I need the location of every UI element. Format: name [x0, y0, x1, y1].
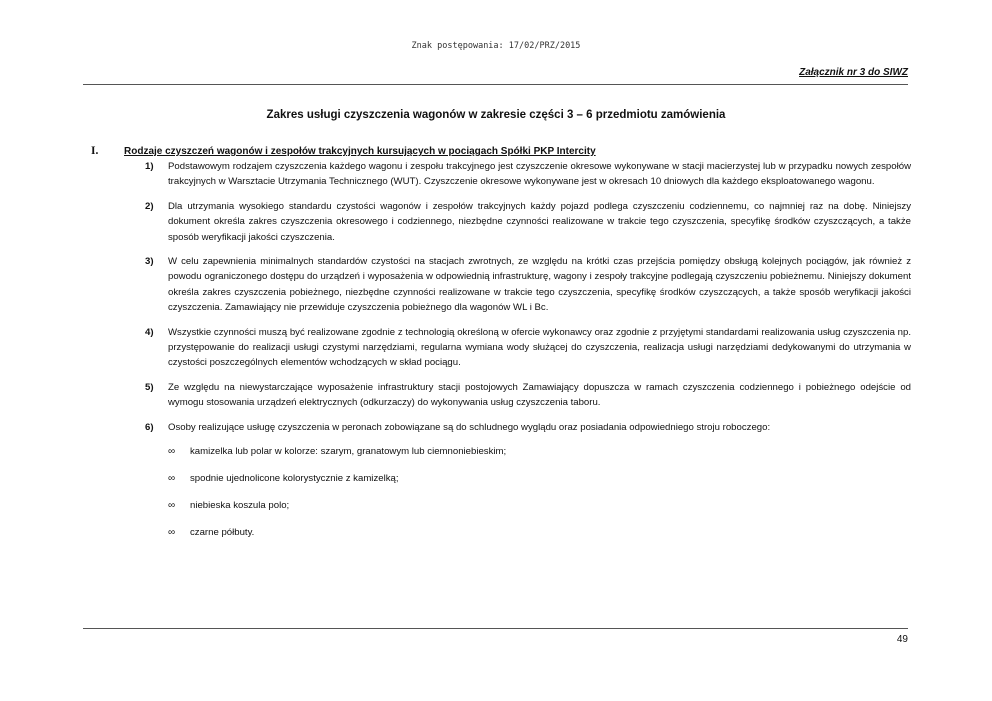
list-item	[145, 420, 911, 435]
list-item-text: Wszystkie czynności muszą być realizowane zgodnie z technologią określoną w ofercie wykonawcy oraz zgodnie z przyjętymi standardami realizowania usług czyszczenia np. przystępowanie do realizacji usługi czystymi narzędziami, regularna wymiana wody służącej do czyszczenia, realizacja usługi narzędziami dedykowanymi do utrzymania w czystości poszczególnych elementów wchodzących w skład pociągu.	[168, 326, 911, 369]
list-item-text: Dla utrzymania wysokiego standardu czystości wagonów i zespołów trakcyjnych każdy pojazd podlega czyszczeniu codziennemu, co najmniej raz na dobę. Niniejszy dokument określa zakres czyszczenia okresowego i codziennego, niezbędne czynności realizowane w trakcie tego czyszczenia, specyfikę środków czyszczących, a także sposób weryfikacji jakości czyszczenia.	[168, 200, 911, 243]
section-heading	[91, 144, 911, 159]
list-item-text: W celu zapewnienia minimalnych standardów czystości na stacjach zwrotnych, ze względu na krótki czas przejścia pomiędzy obsługą kolejnych pociągów, jak również z powodu ograniczonego dostępu do urządzeń i wyposażenia w odpowiednią infrastrukturę, wagony i zespoły trakcyjne podlegają czyszczeniu pobieżnemu. Niniejszy dokument określa zakres czyszczenia pobieżnego, niezbędne czynności realizowane w trakcie tego czyszczenia, specyfikę środków czyszczących, a także sposób weryfikacji jakości czyszczenia. Zamawiający nie przewiduje czyszczenia pobieżnego dla wagonów WL i Bc.	[168, 256, 911, 314]
procedure-reference: Znak postępowania: 17/02/PRZ/2015	[411, 41, 581, 51]
list-item	[145, 199, 911, 245]
list-item-number: 6)	[145, 421, 154, 433]
footer-divider	[83, 628, 908, 629]
section-1	[91, 144, 911, 552]
section-title: Rodzaje czyszczeń wagonów i zespołów trakcyjnych kursujących w pociągach Spółki PKP Intercity	[124, 146, 596, 157]
list-item-number: 3)	[145, 256, 154, 268]
list-item-number: 4)	[145, 326, 154, 338]
bullet-item	[168, 525, 911, 540]
section-number: I.	[91, 145, 99, 157]
bullet-text: spodnie ujednolicone kolorystycznie z kamizelką;	[190, 473, 399, 485]
list-item-text: Ze względu na niewystarczające wyposażenie infrastruktury stacji postojowych Zamawiający dopuszcza w ramach czyszczenia codziennego i pobieżnego odejście od wymogu stosowania urządzeń elektrycznych (odkurzaczy) do wykonywania usług czyszczenia taboru.	[168, 381, 911, 409]
list-item-number: 2)	[145, 200, 154, 212]
list-item-text: Podstawowym rodzajem czyszczenia każdego wagonu i zespołu trakcyjnego jest czyszczenie okresowe wykonywane w stacji macierzystej lub w przypadku nowych zespołów trakcyjnych w Warsztacie Utrzymania Technicznego (WUT). Czyszczenie okresowe wykonywane jest w okresach 10 dniowych dla każdego eksploatowanego wagonu.	[168, 161, 911, 188]
numbered-list	[145, 159, 911, 540]
infinity-bullet-icon: ∞	[168, 473, 176, 485]
list-item	[145, 159, 911, 190]
bullet-text: niebieska koszula polo;	[190, 500, 290, 512]
bullet-item	[168, 471, 911, 486]
page-number: 49	[896, 634, 908, 645]
bullet-text: czarne półbuty.	[190, 527, 255, 539]
infinity-bullet-icon: ∞	[168, 446, 176, 458]
infinity-bullet-icon: ∞	[168, 527, 176, 539]
bullet-list	[168, 444, 911, 540]
document-title: Zakres usługi czyszczenia wagonów w zakresie części 3 – 6 przedmiotu zamówienia	[266, 109, 726, 121]
bullet-text: kamizelka lub polar w kolorze: szarym, granatowym lub ciemnoniebieskim;	[190, 446, 507, 458]
infinity-bullet-icon: ∞	[168, 500, 176, 512]
annex-label: Załącznik nr 3 do SIWZ	[799, 67, 908, 78]
list-item-text: Osoby realizujące usługę czyszczenia w peronach zobowiązane są do schludnego wyglądu oraz posiadania odpowiedniego stroju roboczego:	[168, 421, 771, 433]
list-item	[145, 325, 911, 371]
list-item-number: 5)	[145, 381, 154, 393]
list-item-number: 1)	[145, 161, 154, 172]
bullet-item	[168, 444, 911, 459]
bullet-item	[168, 498, 911, 513]
list-item	[145, 254, 911, 316]
header-divider	[83, 84, 908, 85]
list-item	[145, 380, 911, 411]
